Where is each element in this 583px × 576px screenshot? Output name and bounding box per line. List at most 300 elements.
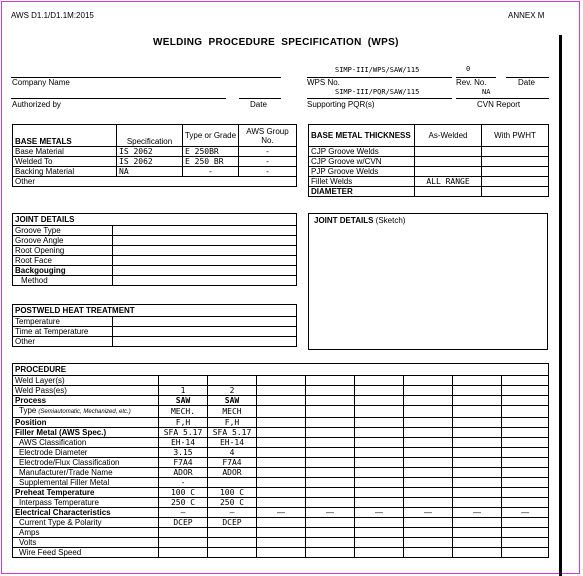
table-row <box>13 376 549 386</box>
proc-cell[interactable]: SFA 5.17 <box>159 428 208 438</box>
proc-cell[interactable] <box>355 406 404 418</box>
proc-cell[interactable]: 100 C <box>208 488 257 498</box>
proc-cell[interactable] <box>502 448 549 458</box>
proc-cell[interactable] <box>502 376 549 386</box>
sketch-subtitle: (Sketch) <box>375 216 406 225</box>
proc-cell[interactable] <box>404 518 453 528</box>
proc-cell[interactable] <box>404 428 453 438</box>
proc-cell[interactable]: - <box>159 478 208 488</box>
proc-cell[interactable] <box>159 548 208 558</box>
proc-cell[interactable] <box>306 406 355 418</box>
proc-cell[interactable] <box>404 478 453 488</box>
pqr-value[interactable]: SIMP-III/PQR/SAW/115 <box>335 88 420 96</box>
table-row <box>13 396 549 406</box>
proc-cell[interactable] <box>404 548 453 558</box>
proc-cell[interactable] <box>502 528 549 538</box>
row-value[interactable] <box>113 226 297 236</box>
row-label-text: Volts <box>19 538 37 547</box>
proc-cell[interactable] <box>306 448 355 458</box>
proc-cell[interactable] <box>404 406 453 418</box>
proc-cell[interactable] <box>355 376 404 386</box>
cell-pwht[interactable] <box>482 167 549 177</box>
cvn-value[interactable]: NA <box>482 88 491 96</box>
table-row <box>309 177 549 187</box>
row-label <box>13 518 159 528</box>
row-label <box>13 498 159 508</box>
table-row <box>13 448 549 458</box>
joint-details-table <box>12 213 297 286</box>
pwht-table <box>12 304 297 347</box>
proc-cell[interactable] <box>355 428 404 438</box>
col-type-grade: Type or Grade <box>183 125 239 147</box>
proc-cell[interactable] <box>257 478 306 488</box>
proc-cell[interactable] <box>257 488 306 498</box>
row-label: Base Material <box>13 147 117 157</box>
proc-cell[interactable] <box>404 396 453 406</box>
proc-cell[interactable]: — <box>404 508 453 518</box>
proc-cell[interactable] <box>453 386 502 396</box>
thickness-title: BASE METAL THICKNESS <box>309 125 415 147</box>
row-label-text: Preheat Temperature <box>15 488 95 497</box>
table-row <box>13 488 549 498</box>
proc-cell[interactable] <box>257 396 306 406</box>
proc-cell[interactable] <box>355 538 404 548</box>
proc-cell[interactable] <box>404 386 453 396</box>
proc-cell[interactable] <box>355 448 404 458</box>
row-label <box>13 428 159 438</box>
row-label: Other <box>13 337 113 347</box>
proc-cell[interactable]: 4 <box>208 448 257 458</box>
proc-cell[interactable] <box>453 448 502 458</box>
row-label-text: Position <box>15 418 47 427</box>
proc-cell[interactable] <box>257 518 306 528</box>
proc-cell[interactable] <box>208 538 257 548</box>
proc-cell[interactable]: 250 C <box>159 498 208 508</box>
table-row <box>309 157 549 167</box>
proc-cell[interactable]: — <box>208 508 257 518</box>
proc-cell[interactable] <box>404 438 453 448</box>
proc-cell[interactable] <box>404 376 453 386</box>
proc-cell[interactable] <box>502 488 549 498</box>
proc-cell[interactable] <box>355 518 404 528</box>
proc-cell[interactable] <box>159 376 208 386</box>
table-row <box>13 386 549 396</box>
table-row <box>13 548 549 558</box>
table-row <box>13 147 297 157</box>
proc-cell[interactable] <box>453 418 502 428</box>
proc-cell[interactable] <box>355 468 404 478</box>
cvn-line <box>456 98 549 99</box>
proc-cell[interactable]: 2 <box>208 386 257 396</box>
proc-cell[interactable] <box>306 438 355 448</box>
proc-cell[interactable]: 100 C <box>159 488 208 498</box>
company-name-label: Company Name <box>12 78 70 87</box>
row-label: Root Face <box>13 256 113 266</box>
row-label-text: Amps <box>19 528 40 537</box>
row-label: Root Opening <box>13 246 113 256</box>
sketch-title: JOINT DETAILS <box>314 216 374 225</box>
row-label: PJP Groove Welds <box>309 167 415 177</box>
proc-cell[interactable] <box>306 518 355 528</box>
row-label <box>13 376 159 386</box>
wps-no-value[interactable]: SIMP-III/WPS/SAW/115 <box>335 66 420 74</box>
cell-group[interactable]: - <box>239 147 297 157</box>
proc-cell[interactable] <box>208 548 257 558</box>
cell-spec[interactable]: NA <box>117 167 183 177</box>
cell-aw[interactable] <box>415 157 482 167</box>
proc-cell[interactable] <box>306 538 355 548</box>
col-with-pwht: With PWHT <box>482 125 549 147</box>
proc-cell[interactable] <box>453 548 502 558</box>
table-row <box>13 256 297 266</box>
proc-cell[interactable] <box>502 428 549 438</box>
proc-cell[interactable] <box>453 438 502 448</box>
proc-cell[interactable]: F,H <box>208 418 257 428</box>
cell-group[interactable] <box>239 177 297 187</box>
table-row <box>309 147 549 157</box>
wps-no-label: WPS No. <box>307 78 340 87</box>
cell-aw[interactable]: ALL RANGE <box>415 177 482 187</box>
proc-cell[interactable] <box>306 548 355 558</box>
proc-cell[interactable] <box>208 376 257 386</box>
proc-cell[interactable] <box>159 528 208 538</box>
row-label <box>13 396 159 406</box>
proc-cell[interactable] <box>453 528 502 538</box>
proc-cell[interactable]: DCEP <box>159 518 208 528</box>
row-label-text: Supplemental Filler Metal <box>19 478 110 487</box>
date2-label: Date <box>250 100 267 109</box>
cell-grade[interactable]: E 250 BR <box>183 157 239 167</box>
cvn-report-label: CVN Report <box>477 100 521 109</box>
proc-cell[interactable] <box>159 538 208 548</box>
row-label: Method <box>13 276 113 286</box>
proc-cell[interactable] <box>453 458 502 468</box>
row-label <box>13 548 159 558</box>
proc-cell[interactable] <box>257 418 306 428</box>
base-metals-table <box>12 124 297 187</box>
proc-cell[interactable] <box>257 528 306 538</box>
table-row <box>13 508 549 518</box>
row-label-text: Process <box>15 396 47 405</box>
table-row <box>13 406 549 418</box>
proc-cell[interactable]: F7A4 <box>208 458 257 468</box>
row-label <box>13 386 159 396</box>
joint-details-title: JOINT DETAILS <box>13 214 297 226</box>
proc-cell[interactable] <box>257 458 306 468</box>
row-label: Temperature <box>13 317 113 327</box>
proc-cell[interactable] <box>502 396 549 406</box>
proc-cell[interactable]: — <box>355 508 404 518</box>
table-row <box>13 438 549 448</box>
margin-bar <box>559 35 562 576</box>
table-row <box>309 167 549 177</box>
table-row <box>13 236 297 246</box>
proc-cell[interactable] <box>453 538 502 548</box>
proc-cell[interactable] <box>208 528 257 538</box>
proc-cell[interactable] <box>502 386 549 396</box>
proc-cell[interactable] <box>453 518 502 528</box>
proc-cell[interactable] <box>502 478 549 488</box>
row-label-text: Electrode Diameter <box>19 448 88 457</box>
procedure-table <box>12 363 549 558</box>
proc-cell[interactable]: ADOR <box>208 468 257 478</box>
proc-cell[interactable] <box>502 468 549 478</box>
proc-cell[interactable] <box>306 488 355 498</box>
row-label <box>13 538 159 548</box>
row-label: Other <box>13 177 117 187</box>
row-label: Backgouging <box>13 266 113 276</box>
proc-cell[interactable] <box>306 418 355 428</box>
row-label: Welded To <box>13 157 117 167</box>
cell-grade[interactable]: E 250BR <box>183 147 239 157</box>
proc-cell[interactable] <box>257 468 306 478</box>
proc-cell[interactable] <box>404 448 453 458</box>
authorized-line <box>11 98 226 99</box>
row-label <box>13 406 159 418</box>
table-row <box>13 327 297 337</box>
row-label <box>13 478 159 488</box>
row-label <box>13 528 159 538</box>
cell-spec[interactable] <box>117 177 183 187</box>
proc-cell[interactable] <box>355 418 404 428</box>
table-row <box>13 498 549 508</box>
row-label <box>13 448 159 458</box>
table-row <box>309 187 549 197</box>
row-label: Groove Angle <box>13 236 113 246</box>
procedure-title: PROCEDURE <box>13 364 549 376</box>
proc-cell[interactable] <box>404 538 453 548</box>
proc-cell[interactable] <box>502 548 549 558</box>
row-label-text: Weld Pass(es) <box>15 386 67 395</box>
table-row <box>13 528 549 538</box>
table-row <box>13 246 297 256</box>
row-label: Fillet Welds <box>309 177 415 187</box>
row-value[interactable] <box>113 327 297 337</box>
proc-cell[interactable] <box>257 448 306 458</box>
proc-cell[interactable] <box>453 396 502 406</box>
proc-cell[interactable] <box>306 498 355 508</box>
proc-cell[interactable] <box>306 376 355 386</box>
row-label: CJP Groove w/CVN <box>309 157 415 167</box>
row-label: Backing Material <box>13 167 117 177</box>
proc-cell[interactable] <box>355 528 404 538</box>
cell-spec[interactable]: IS 2062 <box>117 157 183 167</box>
proc-cell[interactable]: 3.15 <box>159 448 208 458</box>
cell-aw[interactable] <box>415 187 482 197</box>
proc-cell[interactable] <box>355 478 404 488</box>
col-specification: Specification <box>117 125 183 147</box>
proc-cell[interactable] <box>355 498 404 508</box>
cell-spec[interactable]: IS 2062 <box>117 147 183 157</box>
proc-cell[interactable] <box>257 438 306 448</box>
cell-group[interactable]: - <box>239 157 297 167</box>
proc-cell[interactable] <box>453 468 502 478</box>
proc-cell[interactable]: SFA 5.17 <box>208 428 257 438</box>
proc-cell[interactable]: DCEP <box>208 518 257 528</box>
date-label: Date <box>518 78 535 87</box>
cell-pwht[interactable] <box>482 187 549 197</box>
proc-cell[interactable] <box>208 478 257 488</box>
thickness-table <box>308 124 549 197</box>
proc-cell[interactable] <box>453 428 502 438</box>
row-label <box>13 418 159 428</box>
sketch-title-row <box>314 216 405 225</box>
proc-cell[interactable] <box>502 418 549 428</box>
proc-cell[interactable] <box>355 488 404 498</box>
table-row <box>13 226 297 236</box>
row-label <box>13 438 159 448</box>
proc-cell[interactable] <box>404 528 453 538</box>
proc-cell[interactable] <box>306 468 355 478</box>
diameter-label: DIAMETER <box>309 187 415 197</box>
proc-cell[interactable] <box>355 438 404 448</box>
proc-cell[interactable]: — <box>502 508 549 518</box>
table-row <box>13 458 549 468</box>
row-label-text: Wire Feed Speed <box>19 548 82 557</box>
proc-cell[interactable] <box>502 538 549 548</box>
row-label-note: (Semiautomatic, Mechanized, etc.) <box>38 409 131 415</box>
proc-cell[interactable] <box>453 478 502 488</box>
table-row <box>13 177 297 187</box>
proc-cell[interactable] <box>502 458 549 468</box>
proc-cell[interactable]: — <box>306 508 355 518</box>
date2-line <box>239 98 281 99</box>
row-label <box>13 468 159 478</box>
row-label: Time at Temperature <box>13 327 113 337</box>
proc-cell[interactable] <box>404 458 453 468</box>
row-label-text: Current Type & Polarity <box>19 518 102 527</box>
proc-cell[interactable] <box>257 548 306 558</box>
proc-cell[interactable] <box>306 396 355 406</box>
authorized-by-label: Authorized by <box>12 100 61 109</box>
proc-cell[interactable]: — <box>257 508 306 518</box>
row-value[interactable] <box>113 276 297 286</box>
doc-ref: AWS D1.1/D1.1M:2015 <box>11 11 94 20</box>
proc-cell[interactable] <box>502 518 549 528</box>
annex-label: ANNEX M <box>508 11 545 20</box>
proc-cell[interactable]: 1 <box>159 386 208 396</box>
row-label-text: Electrical Characteristics <box>15 508 111 517</box>
table-row <box>13 478 549 488</box>
proc-cell[interactable] <box>404 418 453 428</box>
proc-cell[interactable] <box>306 528 355 538</box>
proc-cell[interactable] <box>404 488 453 498</box>
joint-sketch-box[interactable] <box>308 213 548 350</box>
rev-no-value[interactable]: 0 <box>466 65 471 73</box>
table-row <box>13 468 549 478</box>
rev-no-label: Rev. No. <box>456 78 487 87</box>
proc-cell[interactable] <box>306 386 355 396</box>
row-value[interactable] <box>113 337 297 347</box>
proc-cell[interactable] <box>453 376 502 386</box>
proc-cell[interactable]: SAW <box>208 396 257 406</box>
table-row <box>13 428 549 438</box>
row-label <box>13 488 159 498</box>
proc-cell[interactable] <box>404 498 453 508</box>
cell-pwht[interactable] <box>482 147 549 157</box>
row-label: Groove Type <box>13 226 113 236</box>
row-value[interactable] <box>113 266 297 276</box>
row-value[interactable] <box>113 256 297 266</box>
proc-cell[interactable]: SAW <box>159 396 208 406</box>
proc-cell[interactable] <box>453 498 502 508</box>
table-row <box>13 167 297 177</box>
cell-aw[interactable] <box>415 147 482 157</box>
proc-cell[interactable]: MECH <box>208 406 257 418</box>
proc-cell[interactable] <box>306 458 355 468</box>
row-label-text: Interpass Temperature <box>19 498 99 507</box>
pqr-line <box>307 98 452 99</box>
row-value[interactable] <box>113 246 297 256</box>
proc-cell[interactable] <box>453 406 502 418</box>
proc-cell[interactable] <box>355 396 404 406</box>
proc-cell[interactable] <box>257 406 306 418</box>
proc-cell[interactable]: EH-14 <box>208 438 257 448</box>
table-row <box>13 518 549 528</box>
col-aws-group: AWS Group No. <box>239 125 297 147</box>
col-as-welded: As-Welded <box>415 125 482 147</box>
proc-cell[interactable] <box>355 548 404 558</box>
table-row <box>13 538 549 548</box>
cell-pwht[interactable] <box>482 177 549 187</box>
proc-cell[interactable]: EH-14 <box>159 438 208 448</box>
cell-group[interactable]: - <box>239 167 297 177</box>
base-metals-title: BASE METALS <box>13 125 117 147</box>
table-row <box>13 317 297 327</box>
proc-cell[interactable] <box>502 438 549 448</box>
proc-cell[interactable] <box>453 488 502 498</box>
proc-cell[interactable] <box>404 468 453 478</box>
proc-cell[interactable] <box>257 498 306 508</box>
proc-cell[interactable] <box>306 478 355 488</box>
supporting-pqr-label: Supporting PQR(s) <box>307 100 375 109</box>
proc-cell[interactable]: F,H <box>159 418 208 428</box>
proc-cell[interactable]: ADOR <box>159 468 208 478</box>
row-value[interactable] <box>113 236 297 246</box>
proc-cell[interactable] <box>257 538 306 548</box>
row-label-text: AWS Classification <box>19 438 87 447</box>
proc-cell[interactable] <box>306 428 355 438</box>
table-row <box>13 418 549 428</box>
proc-cell[interactable] <box>502 498 549 508</box>
page-title: WELDING PROCEDURE SPECIFICATION (WPS) <box>153 37 399 48</box>
row-value[interactable] <box>113 317 297 327</box>
table-row <box>13 266 297 276</box>
row-label <box>13 458 159 468</box>
row-label-text: Manufacturer/Trade Name <box>19 468 113 477</box>
proc-cell[interactable] <box>502 406 549 418</box>
proc-cell[interactable]: 250 C <box>208 498 257 508</box>
cell-grade[interactable]: - <box>183 167 239 177</box>
row-label-text: Weld Layer(s) <box>15 376 65 385</box>
row-label: CJP Groove Welds <box>309 147 415 157</box>
row-label-text: Type <box>19 406 37 415</box>
proc-cell[interactable] <box>355 386 404 396</box>
row-label-text: Electrode/Flux Classification <box>19 458 120 467</box>
proc-cell[interactable] <box>257 386 306 396</box>
proc-cell[interactable]: — <box>159 508 208 518</box>
cell-pwht[interactable] <box>482 157 549 167</box>
table-row <box>13 276 297 286</box>
proc-cell[interactable]: — <box>453 508 502 518</box>
proc-cell[interactable]: F7A4 <box>159 458 208 468</box>
proc-cell[interactable] <box>257 376 306 386</box>
proc-cell[interactable]: MECH. <box>159 406 208 418</box>
proc-cell[interactable] <box>257 428 306 438</box>
cell-aw[interactable] <box>415 167 482 177</box>
proc-cell[interactable] <box>355 458 404 468</box>
cell-grade[interactable] <box>183 177 239 187</box>
